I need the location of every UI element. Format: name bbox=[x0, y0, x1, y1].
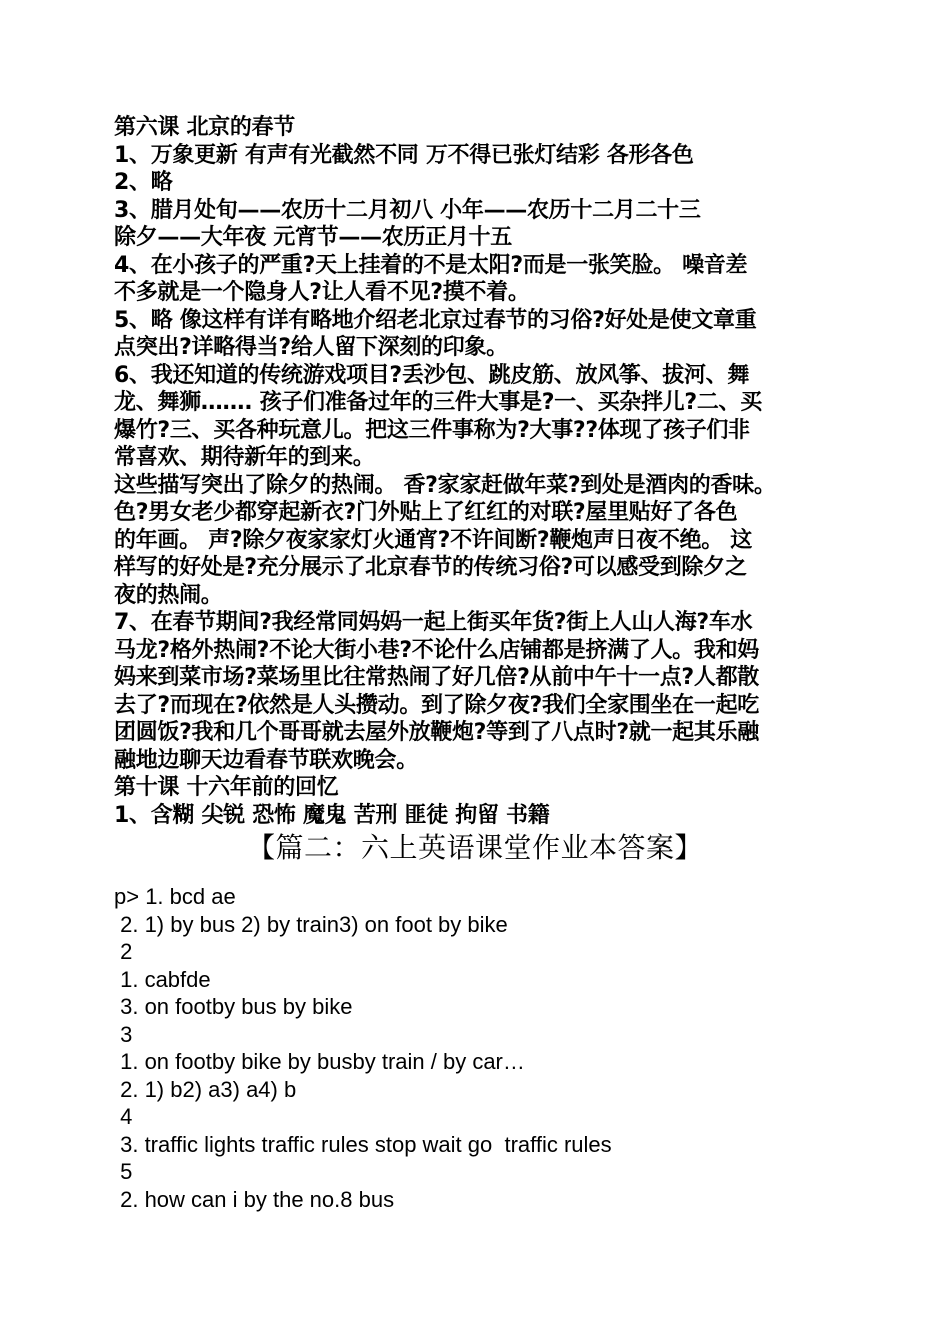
text-line: 1、含糊 尖锐 恐怖 魔鬼 苦刑 匪徒 拘留 书籍 bbox=[114, 802, 550, 828]
lesson-10-title: 第十课 十六年前的回忆 bbox=[114, 775, 339, 800]
text-line: 3、腊月处旬——农历十二月初八 小年——农历十二月二十三 bbox=[114, 197, 701, 223]
text-line: 色?男女老少都穿起新衣?门外贴上了红红的对联?屋里贴好了各色 bbox=[114, 500, 738, 525]
text-line: 3. traffic lights traffic rules stop wait go traffic rules bbox=[114, 1131, 612, 1157]
text-line: 2. 1) by bus 2) by train3) on foot by bike bbox=[114, 911, 508, 937]
text-line: 2、略 bbox=[114, 170, 173, 195]
text-line: 爆竹?三、买各种玩意儿。把这三件事称为?大事??体现了孩子们非 bbox=[114, 417, 750, 443]
text-line: 点突出?详略得当?给人留下深刻的印象。 bbox=[114, 335, 508, 360]
chinese-answer-section bbox=[114, 114, 854, 829]
text-line: 5 bbox=[114, 1159, 133, 1184]
text-line: 1. on footby bike by busby train / by car… bbox=[114, 1049, 525, 1074]
text-line: 除夕——大年夜 元宵节——农历正月十五 bbox=[114, 225, 512, 250]
text-line: 夜的热闹。 bbox=[114, 582, 223, 608]
text-line: 这些描写突出了除夕的热闹。 香?家家赶做年菜?到处是酒肉的香味。 bbox=[114, 472, 776, 498]
text-line: 7、在春节期间?我经常同妈妈一起上街买年货?街上人山人海?车水 bbox=[114, 610, 753, 635]
english-answer-section bbox=[114, 883, 854, 1213]
section-heading: 【篇二：六上英语课堂作业本答案】 bbox=[246, 831, 703, 864]
text-line: 1、万象更新 有声有光截然不同 万不得已张灯结彩 各形各色 bbox=[114, 142, 694, 168]
text-line: 2. 1) b2) a3) a4) b bbox=[114, 1076, 297, 1102]
text-line: 样写的好处是?充分展示了北京春节的传统习俗?可以感受到除夕之 bbox=[114, 555, 747, 580]
text-line: 妈来到菜市场?菜场里比往常热闹了好几倍?从前中午十一点?人都散 bbox=[114, 665, 759, 690]
text-line: 2 bbox=[114, 939, 133, 964]
text-line: 去了?而现在?依然是人头攒动。到了除夕夜?我们全家围坐在一起吃 bbox=[114, 692, 759, 718]
lesson-6-title: 第六课 北京的春节 bbox=[114, 115, 295, 140]
text-line: 常喜欢、期待新年的到来。 bbox=[114, 445, 375, 470]
text-line: 5、略 像这样有详有略地介绍老北京过春节的习俗?好处是使文章重 bbox=[114, 307, 757, 333]
text-line: p> 1. bcd ae bbox=[114, 884, 236, 909]
text-line: 马龙?格外热闹?不论大街小巷?不论什么店铺都是挤满了人。我和妈 bbox=[114, 637, 759, 663]
text-line: 不多就是一个隐身人?让人看不见?摸不着。 bbox=[114, 280, 530, 305]
text-line: 2. how can i by the no.8 bus bbox=[114, 1186, 395, 1212]
text-line: 的年画。 声?除夕夜家家灯火通宵?不许间断?鞭炮声日夜不绝。 这 bbox=[114, 527, 753, 553]
text-line: 1. cabfde bbox=[114, 966, 211, 992]
text-line: 团圆饭?我和几个哥哥就去屋外放鞭炮?等到了八点时?就一起其乐融 bbox=[114, 720, 759, 745]
text-line: 4、在小孩子的严重?天上挂着的不是太阳?而是一张笑脸。 噪音差 bbox=[114, 252, 748, 278]
text-line: 融地边聊天边看春节联欢晚会。 bbox=[114, 747, 418, 773]
text-line: 4 bbox=[114, 1104, 133, 1129]
text-line: 3. on footby bus by bike bbox=[114, 994, 353, 1019]
text-line: 龙、舞狮……. 孩子们准备过年的三件大事是?一、买杂拌儿?二、买 bbox=[114, 390, 762, 415]
text-line: 3 bbox=[114, 1021, 133, 1047]
text-line: 6、我还知道的传统游戏项目?丢沙包、跳皮筋、放风筝、拔河、舞 bbox=[114, 362, 750, 388]
